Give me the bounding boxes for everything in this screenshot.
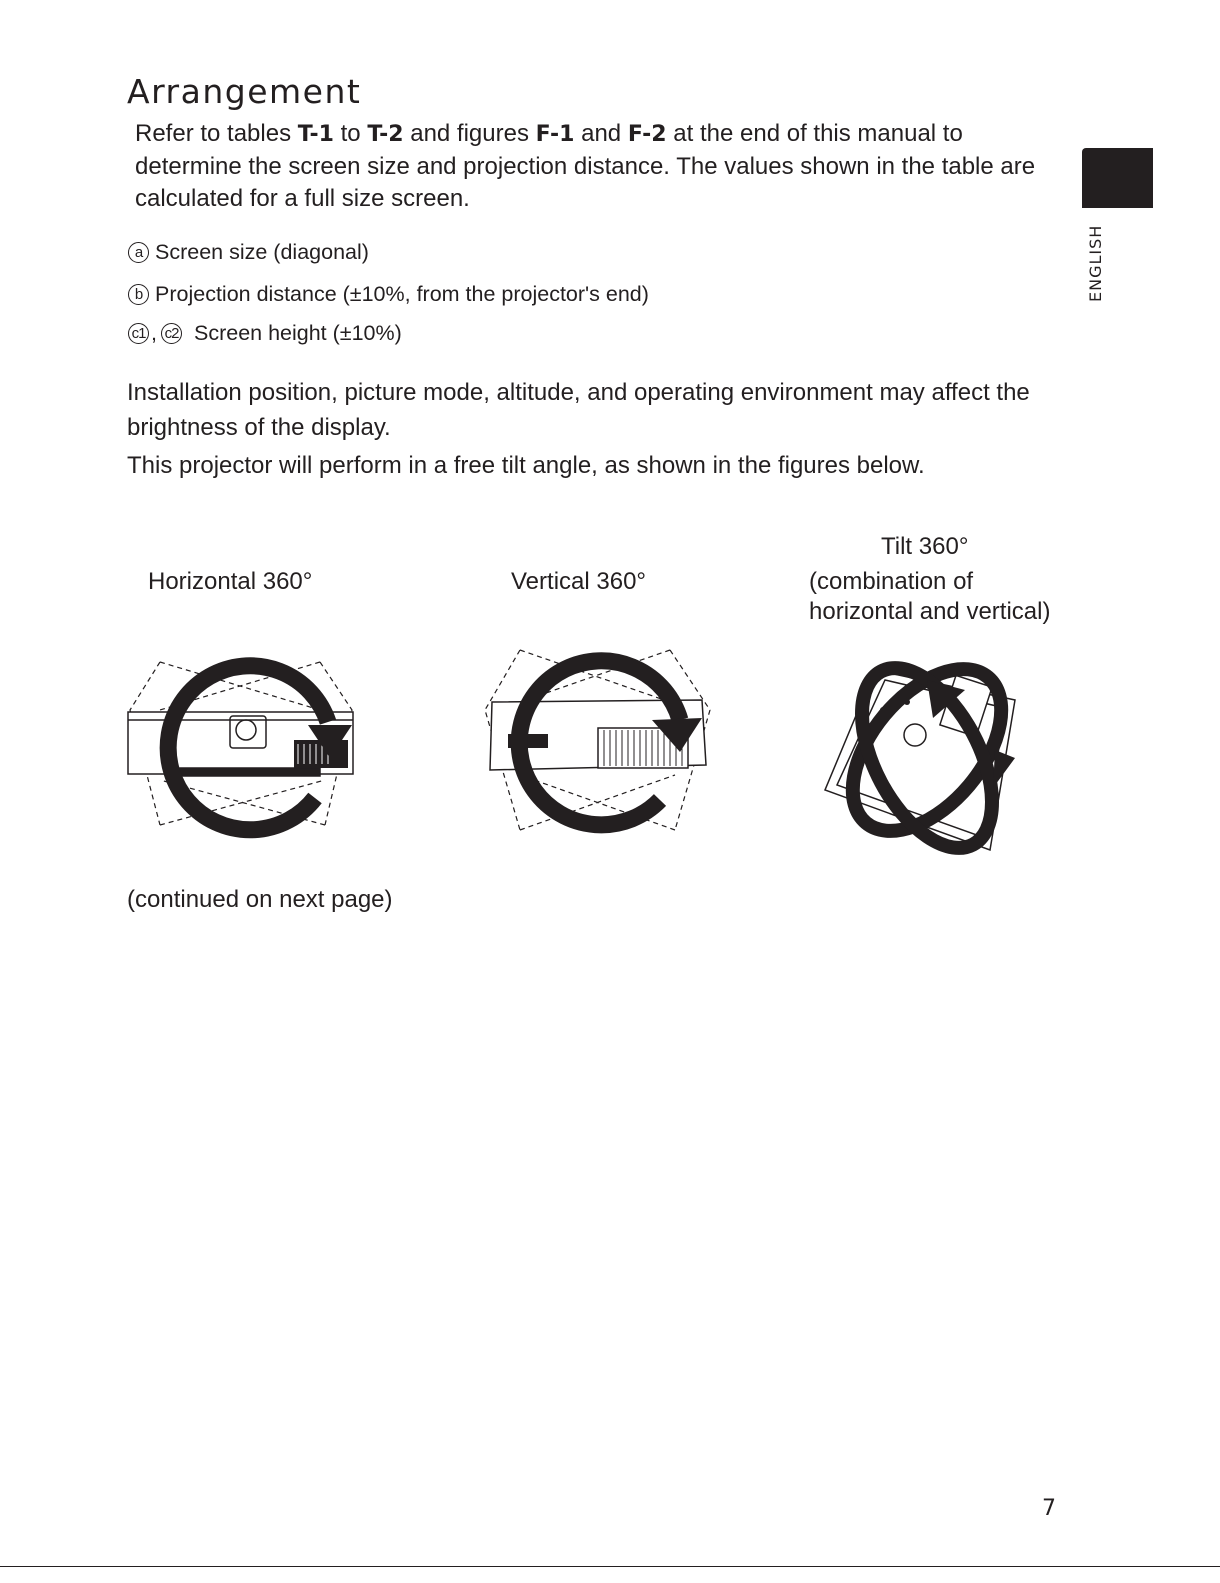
vertical-rotation-figure <box>480 640 720 850</box>
marker-a: a <box>128 242 149 263</box>
tilt-note: This projector will perform in a free tilt angle, as shown in the figures below. <box>127 452 925 479</box>
intro-text: to <box>333 120 368 147</box>
bottom-rule <box>0 1566 1220 1567</box>
side-tab-label: ENGLISH <box>1086 224 1105 302</box>
intro-text: and figures <box>403 120 536 147</box>
legend-item-a <box>128 240 369 265</box>
marker-b: b <box>128 284 149 305</box>
caption-tilt-title: Tilt 360° <box>881 533 969 560</box>
legend-text-a: Screen size (diagonal) <box>155 240 369 264</box>
horizontal-rotation-figure <box>120 640 370 850</box>
caption-horizontal: Horizontal 360° <box>148 568 313 595</box>
figure-ref-f2: F-2 <box>627 122 667 147</box>
figure-ref-f1: F-1 <box>535 122 575 147</box>
legend-item-b <box>128 282 649 307</box>
brightness-note: Installation position, picture mode, altitude, and operating environment may affect the brightness of the display. <box>127 379 1030 441</box>
legend-text-b: Projection distance (±10%, from the projector's end) <box>155 282 649 306</box>
legend-item-c <box>128 321 402 346</box>
page-number: 7 <box>1042 1496 1056 1521</box>
intro-text: Refer to tables <box>135 120 298 147</box>
caption-tilt-line2: horizontal and vertical) <box>809 598 1051 625</box>
tilt-rotation-figure <box>815 640 1040 865</box>
caption-tilt-line1: (combination of <box>809 568 974 595</box>
section-tab-marker <box>1082 148 1153 208</box>
intro-paragraph <box>135 118 1055 215</box>
intro-text: at the end of this manual to determine the screen size and projection distance. The values shown in the table are calculated for a full size screen. <box>135 120 1036 212</box>
table-ref-t2: T-2 <box>367 122 404 147</box>
marker-c2: c2 <box>161 323 182 344</box>
continued-note: (continued on next page) <box>127 886 393 913</box>
intro-text: and <box>574 120 628 147</box>
table-ref-t1: T-1 <box>297 122 334 147</box>
legend-text-c: Screen height (±10%) <box>193 321 402 345</box>
marker-c1: c1 <box>128 323 149 344</box>
legend-comma: , <box>151 321 157 345</box>
page-title: Arrangement <box>127 72 362 111</box>
caption-vertical: Vertical 360° <box>511 568 647 595</box>
